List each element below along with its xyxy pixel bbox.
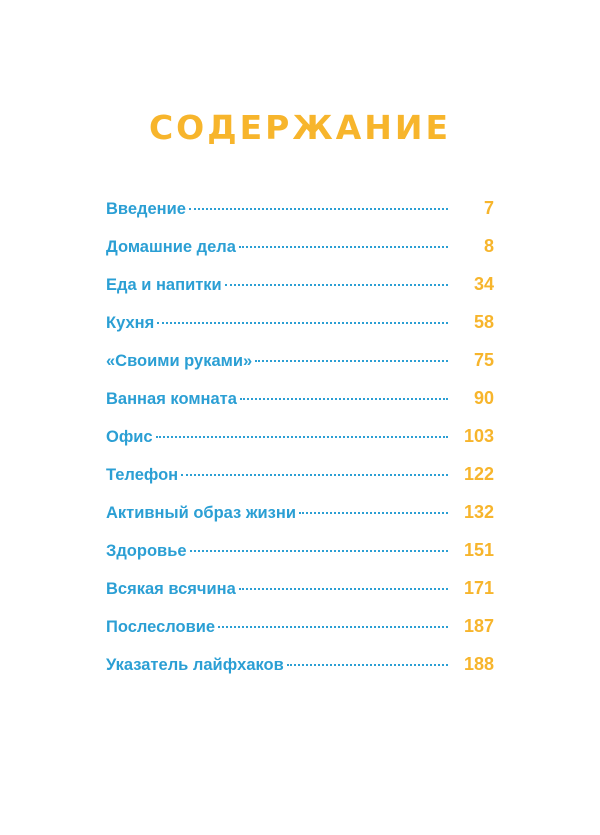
- toc-entry[interactable]: [106, 616, 494, 654]
- toc-entry-page: 122: [463, 464, 494, 484]
- toc-entry-label: «Своими руками»: [106, 352, 253, 370]
- page-title: СОДЕРЖАНИЕ: [148, 108, 452, 148]
- toc-entry-page: 75: [473, 350, 494, 370]
- toc-entry-label: Послесловие: [106, 618, 216, 636]
- toc-entry[interactable]: [106, 236, 494, 274]
- toc-entry-page: 7: [483, 198, 494, 218]
- toc-entry-page: 151: [463, 540, 494, 560]
- toc-entry[interactable]: [106, 312, 494, 350]
- toc-entry-page: 90: [473, 388, 494, 408]
- toc-entry-label: Еда и напитки: [106, 276, 222, 294]
- toc-entry[interactable]: [106, 198, 494, 236]
- toc-entry[interactable]: [106, 578, 494, 616]
- toc-entry[interactable]: [106, 464, 494, 502]
- toc-entry-page: 188: [463, 654, 494, 674]
- dot-leader: [225, 284, 448, 286]
- toc-entry-page: 171: [463, 578, 494, 598]
- toc-entry[interactable]: [106, 388, 494, 426]
- dot-leader: [218, 626, 448, 628]
- toc-entry[interactable]: [106, 502, 494, 540]
- toc-entry-label: Здоровье: [106, 542, 187, 560]
- toc-entry-label: Кухня: [106, 314, 155, 332]
- toc-entry-page: 58: [473, 312, 494, 332]
- toc-entry-label: Домашние дела: [106, 238, 236, 256]
- toc-entry[interactable]: [106, 274, 494, 312]
- dot-leader: [239, 246, 448, 248]
- toc-entry-page: 132: [463, 502, 494, 522]
- dot-leader: [239, 588, 448, 590]
- dot-leader: [255, 360, 448, 362]
- toc-entry-label: Всякая всячина: [106, 580, 236, 598]
- dot-leader: [190, 550, 448, 552]
- dot-leader: [299, 512, 448, 514]
- toc-entry-label: Ванная комната: [106, 390, 237, 408]
- toc-entry[interactable]: [106, 426, 494, 464]
- toc-entry-label: Указатель лайфхаков: [106, 656, 284, 674]
- dot-leader: [189, 208, 448, 210]
- toc-entry-label: Введение: [106, 200, 186, 218]
- toc-entry-label: Активный образ жизни: [106, 504, 296, 522]
- toc-entry-label: Телефон: [106, 466, 179, 484]
- toc-entry-page: 8: [483, 236, 494, 256]
- toc-entry[interactable]: [106, 540, 494, 578]
- dot-leader: [287, 664, 448, 666]
- dot-leader: [156, 436, 448, 438]
- dot-leader: [181, 474, 448, 476]
- toc-entry-label: Офис: [106, 428, 153, 446]
- toc-entry-page: 187: [463, 616, 494, 636]
- toc-entry-page: 34: [473, 274, 494, 294]
- dot-leader: [240, 398, 448, 400]
- toc-entry[interactable]: [106, 654, 494, 692]
- toc-entry[interactable]: [106, 350, 494, 388]
- dot-leader: [157, 322, 448, 324]
- table-of-contents: [106, 198, 494, 692]
- toc-entry-page: 103: [463, 426, 494, 446]
